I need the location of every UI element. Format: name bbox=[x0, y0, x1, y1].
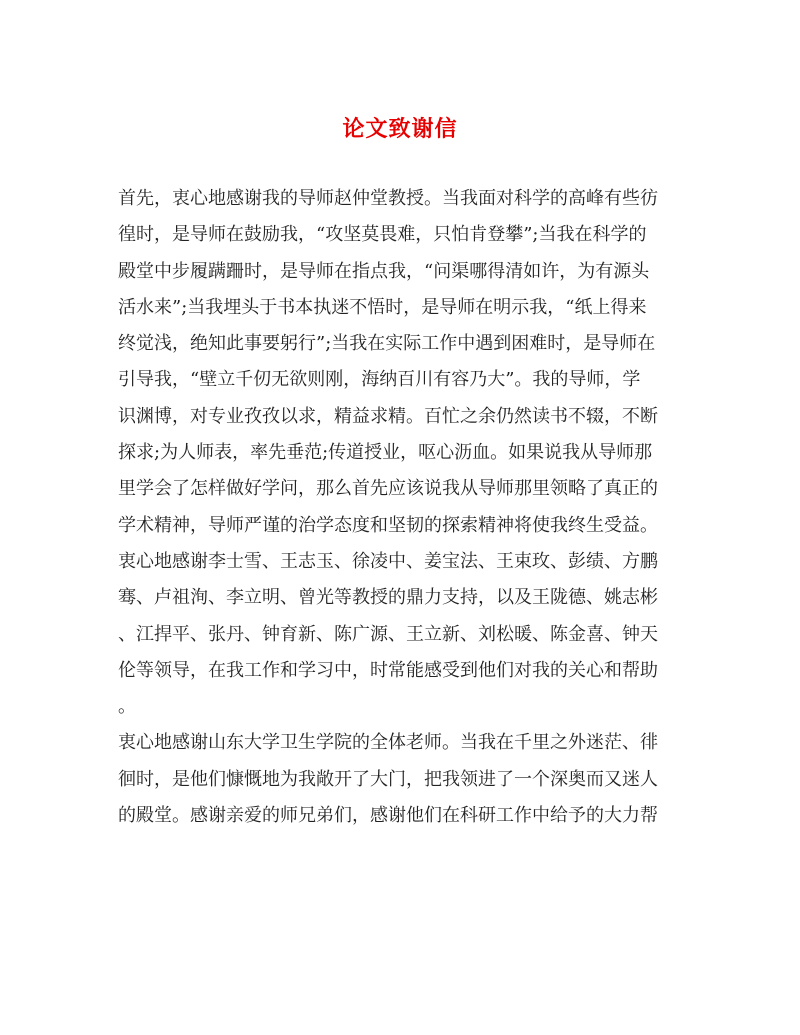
text-line: 探求;为人师表，率先垂范;传道授业，呕心沥血。如果说我从导师那 bbox=[118, 442, 653, 464]
text-line: 殿堂中步履蹒跚时，是导师在指点我，“问渠哪得清如许，为有源头 bbox=[118, 260, 650, 282]
document-body bbox=[118, 186, 680, 839]
text-line: 引导我，“壁立千仞无欲则刚，海纳百川有容乃大”。我的导师，学 bbox=[118, 369, 641, 391]
text-line: 衷心地感谢李士雪、王志玉、徐凌中、姜宝法、王束玫、彭绩、方鹏 bbox=[118, 550, 658, 572]
text-line: 活水来”;当我埋头于书本执迷不悟时，是导师在明示我，“纸上得来 bbox=[118, 296, 647, 318]
text-line: 学术精神，导师严谨的治学态度和坚韧的探索精神将使我终生受益。 bbox=[118, 514, 658, 536]
document-title: 论文致谢信 bbox=[342, 116, 458, 142]
text-line: 徨时，是导师在鼓励我，“攻坚莫畏难，只怕肯登攀”;当我在科学的 bbox=[118, 224, 647, 246]
text-line: 衷心地感谢山东大学卫生学院的全体老师。当我在千里之外迷茫、徘 bbox=[118, 732, 658, 754]
text-line: 识渊博，对专业孜孜以求，精益求精。百忙之余仍然读书不辍，不断 bbox=[118, 405, 658, 427]
text-line: 徊时，是他们慷慨地为我敞开了大门，把我领进了一个深奥而又迷人 bbox=[118, 768, 658, 790]
text-line: 的殿堂。感谢亲爱的师兄弟们，感谢他们在科研工作中给予的大力帮 bbox=[118, 805, 658, 827]
text-line: 首先，衷心地感谢我的导师赵仲堂教授。当我面对科学的高峰有些彷 bbox=[118, 188, 658, 209]
text-line: 、江捍平、张丹、钟育新、陈广源、王立新、刘松暖、陈金喜、钟天 bbox=[118, 623, 658, 645]
text-line: 骞、卢祖洵、李立明、曾光等教授的鼎力支持，以及王陇德、姚志彬 bbox=[118, 587, 658, 609]
text-line: 。 bbox=[118, 696, 136, 718]
text-line: 里学会了怎样做好学问，那么首先应该说我从导师那里领略了真正的 bbox=[118, 478, 658, 500]
text-line: 伦等领导，在我工作和学习中，时常能感受到他们对我的关心和帮助 bbox=[118, 659, 658, 681]
text-line: 终觉浅，绝知此事要躬行”;当我在实际工作中遇到困难时，是导师在 bbox=[118, 333, 656, 355]
